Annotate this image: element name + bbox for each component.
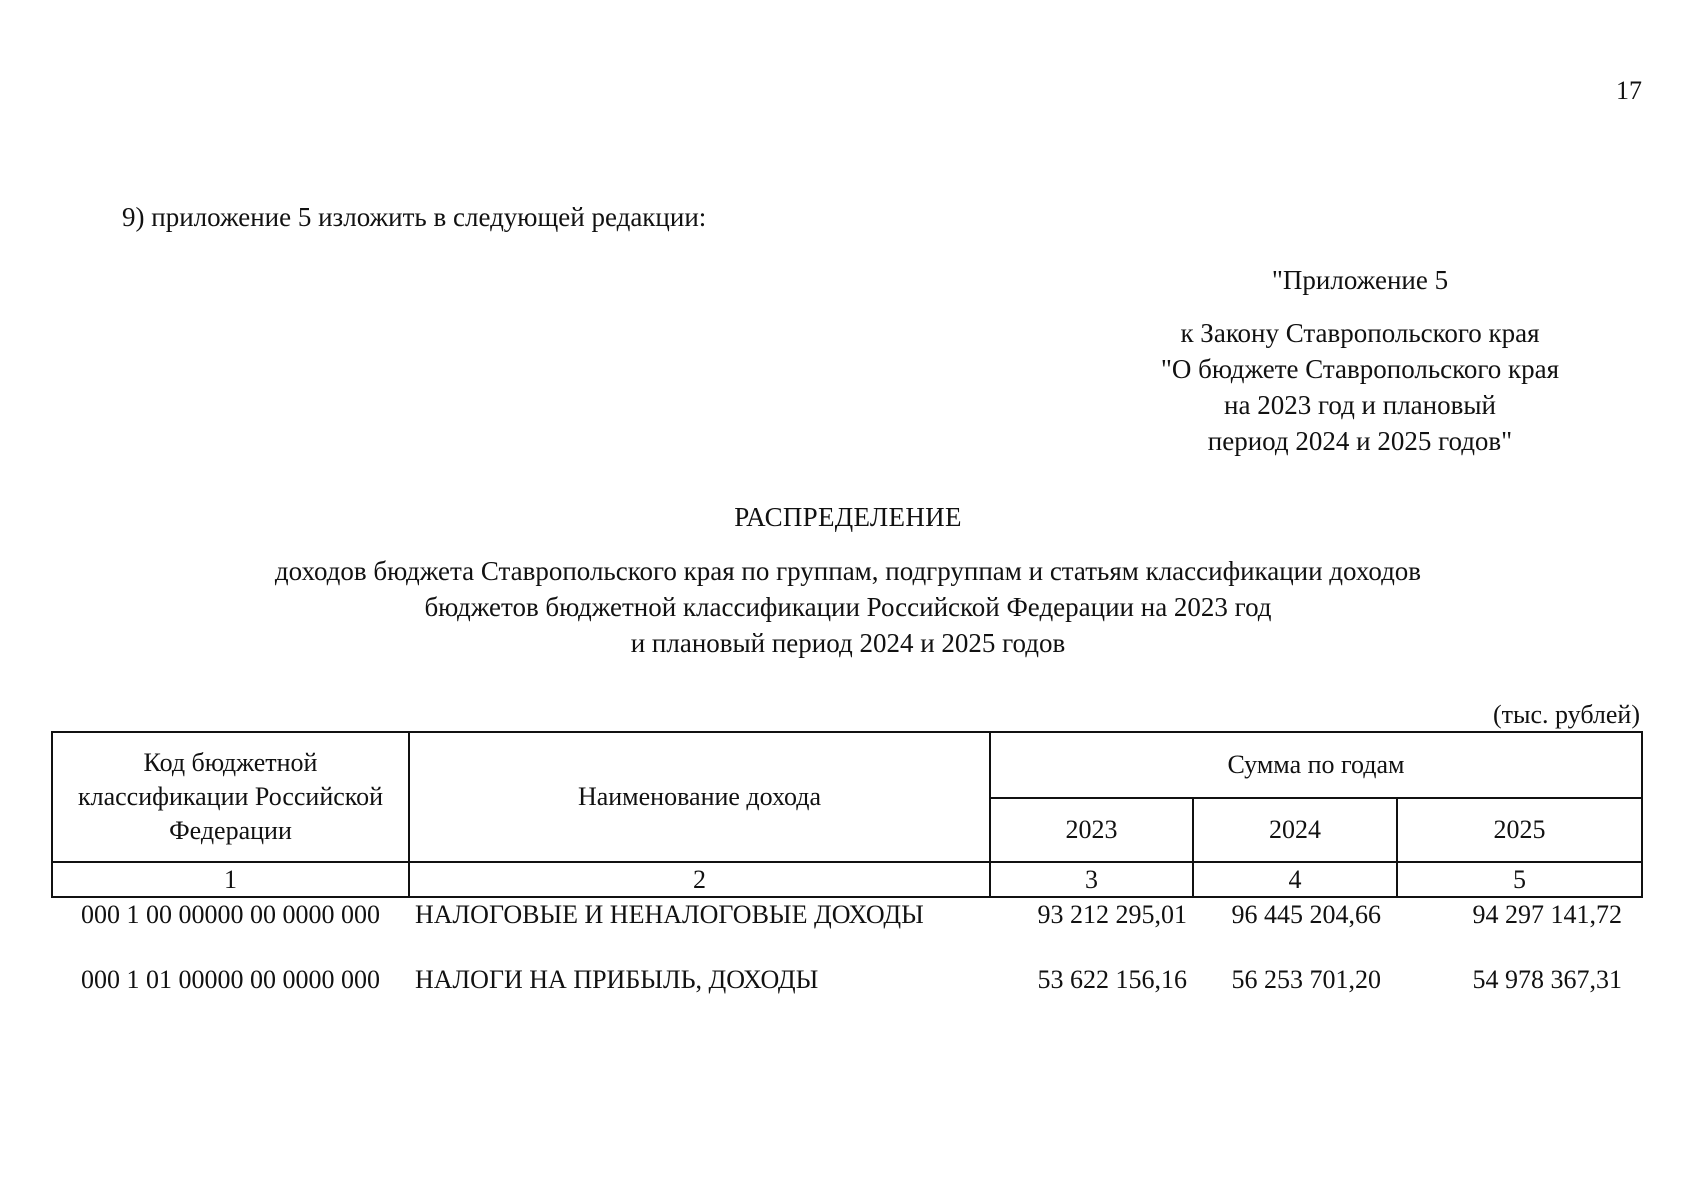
column-number: 1 bbox=[52, 862, 409, 897]
column-number: 3 bbox=[990, 862, 1193, 897]
table-row bbox=[52, 963, 1642, 1028]
units-label: (тыс. рублей) bbox=[1492, 700, 1640, 729]
appendix-line: к Закону Ставропольского края bbox=[1180, 318, 1540, 348]
appendix-title: "Приложение 5 bbox=[1271, 265, 1449, 295]
row-amount-2023: 53 622 156,16 bbox=[1037, 965, 1187, 994]
header-income-name: Наименование дохода bbox=[409, 732, 990, 862]
column-number: 5 bbox=[1397, 862, 1642, 897]
header-year-2024: 2024 bbox=[1193, 798, 1397, 862]
column-number: 2 bbox=[409, 862, 990, 897]
income-distribution-table bbox=[51, 731, 1643, 1028]
row-code: 000 1 00 00000 00 0000 000 bbox=[81, 900, 380, 929]
appendix-line: период 2024 и 2025 годов" bbox=[1207, 426, 1513, 456]
document-title: РАСПРЕДЕЛЕНИЕ bbox=[734, 502, 962, 532]
row-amount-2025: 94 297 141,72 bbox=[1472, 900, 1622, 929]
subtitle-line: бюджетов бюджетной классификации Российской Федерации на 2023 год bbox=[424, 592, 1272, 622]
row-income-name: НАЛОГИ НА ПРИБЫЛЬ, ДОХОДЫ bbox=[415, 965, 819, 994]
table-row bbox=[52, 897, 1642, 963]
appendix-line: "О бюджете Ставропольского края bbox=[1160, 354, 1560, 384]
header-code bbox=[52, 732, 409, 862]
row-code: 000 1 01 00000 00 0000 000 bbox=[81, 965, 380, 994]
subtitle-line: доходов бюджета Ставропольского края по группам, подгруппам и статьям классификации доходов bbox=[274, 556, 1422, 586]
row-amount-2023: 93 212 295,01 bbox=[1037, 900, 1187, 929]
appendix-reference bbox=[1130, 315, 1590, 459]
amendment-instruction: 9) приложение 5 изложить в следующей редакции: bbox=[122, 202, 707, 232]
row-amount-2025: 54 978 367,31 bbox=[1472, 965, 1622, 994]
subtitle-line: и плановый период 2024 и 2025 годов bbox=[630, 628, 1066, 658]
header-code-line: классификации Российской bbox=[77, 782, 384, 811]
row-amount-2024: 96 445 204,66 bbox=[1231, 900, 1381, 929]
column-number: 4 bbox=[1193, 862, 1397, 897]
header-code-line: Код бюджетной bbox=[143, 748, 318, 777]
appendix-line: на 2023 год и плановый bbox=[1224, 390, 1496, 420]
row-income-name: НАЛОГОВЫЕ И НЕНАЛОГОВЫЕ ДОХОДЫ bbox=[415, 900, 924, 929]
header-year-2025: 2025 bbox=[1397, 798, 1642, 862]
header-sum-by-years: Сумма по годам bbox=[990, 732, 1642, 798]
page-number: 17 bbox=[1616, 76, 1642, 105]
document-subtitle bbox=[0, 553, 1696, 661]
header-year-2023: 2023 bbox=[990, 798, 1193, 862]
header-code-line: Федерации bbox=[169, 816, 292, 845]
row-amount-2024: 56 253 701,20 bbox=[1231, 965, 1381, 994]
